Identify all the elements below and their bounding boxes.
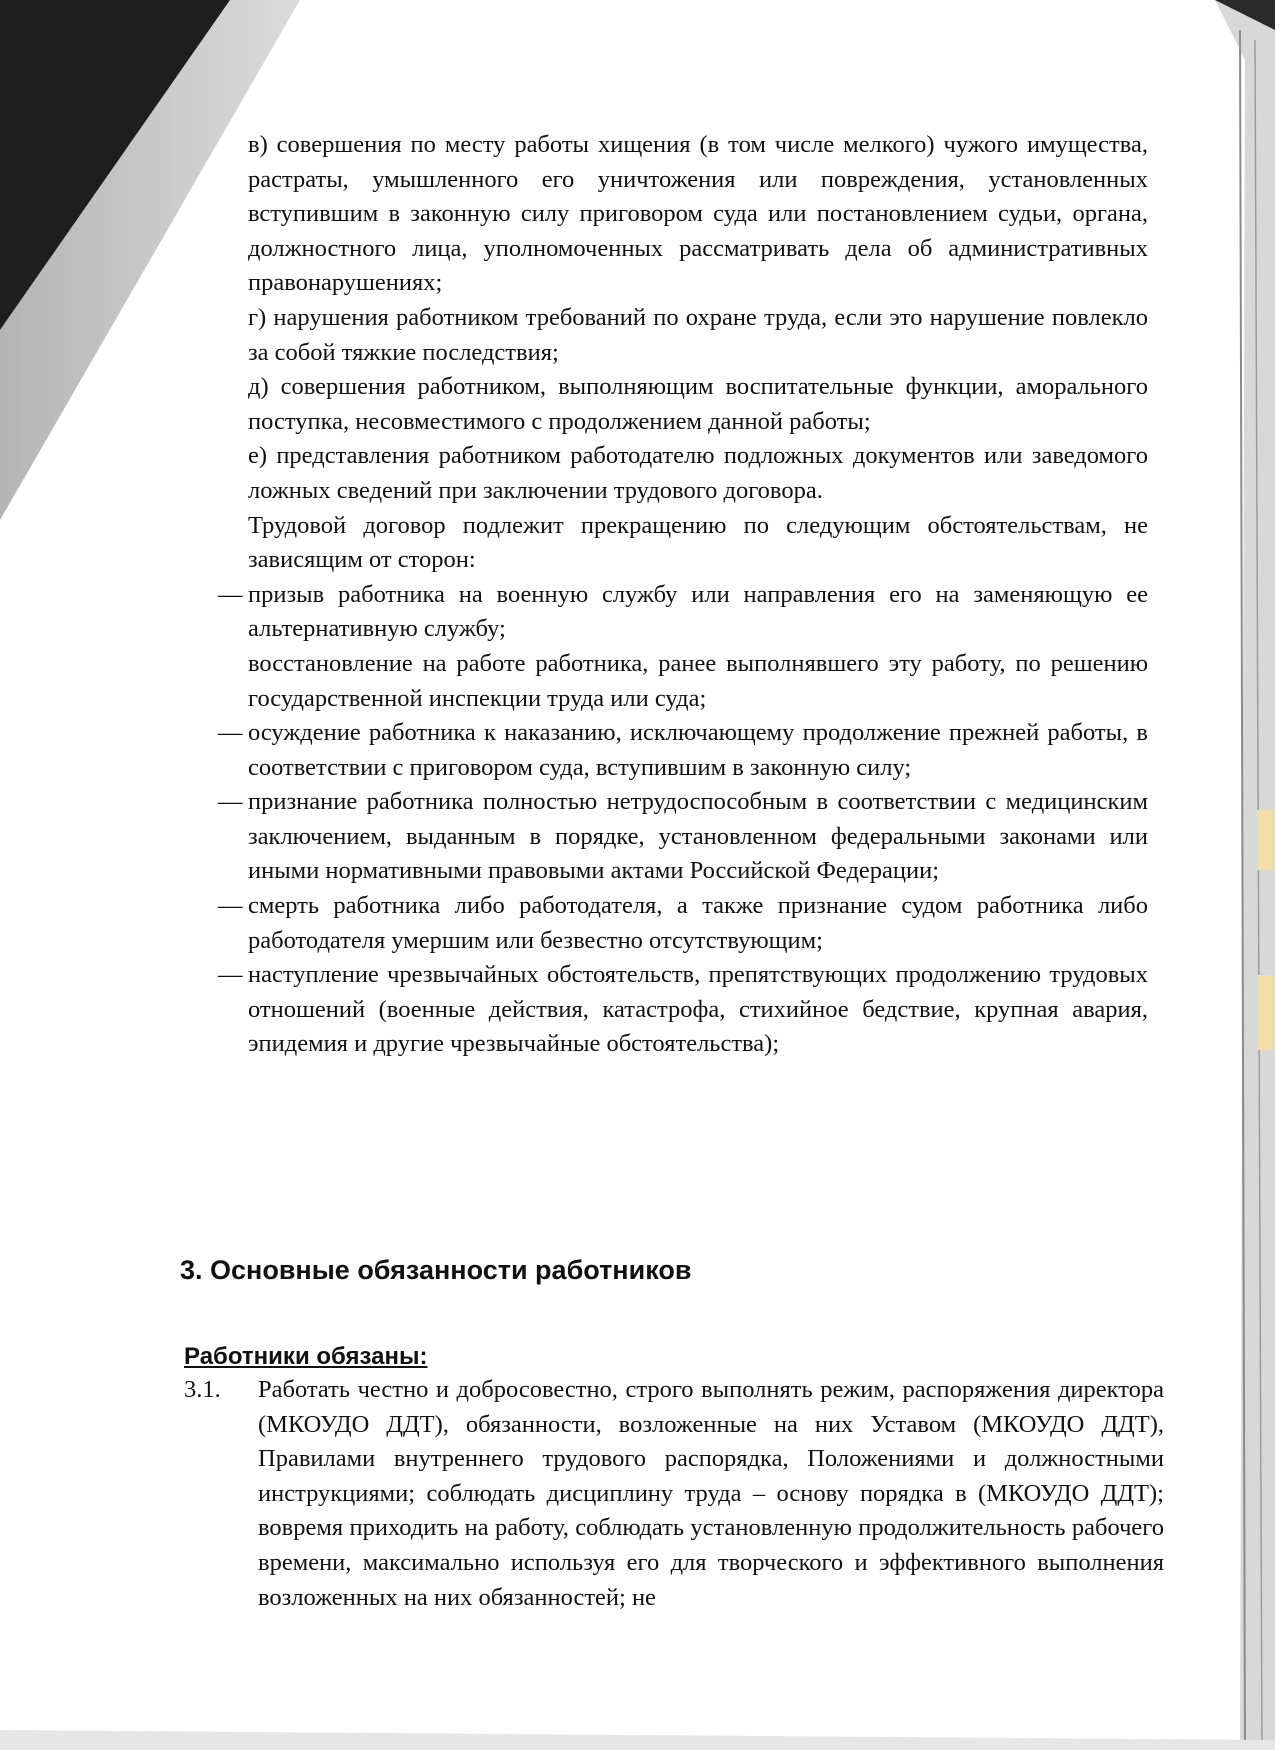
list-item-text: наступление чрезвычайных обстоятельств, препятствующих продолжению трудовых отношений (военные действия, катастрофа, стихийное бедствие, крупная авария, эпидемия и другие чрезвычайные обстоятельства);	[248, 961, 1148, 1058]
list-dash: —	[218, 788, 243, 816]
list-dash: —	[218, 580, 243, 608]
list-item	[248, 647, 1148, 716]
paragraph: Трудовой договор подлежит прекращению по следующим обстоятельствам, не зависящим от сторон:	[248, 511, 1148, 574]
page-tab-marker	[1257, 810, 1273, 870]
list-dash: —	[218, 961, 243, 989]
list-item	[218, 716, 1148, 785]
list-item	[218, 889, 1148, 958]
list-item-text: восстановление на работе работника, ранее выполнявшего эту работу, по решению государственной инспекции труда или суда;	[248, 649, 1148, 712]
page-tab-marker	[1257, 975, 1273, 1050]
list-dash: —	[218, 719, 243, 747]
list-item-text: осуждение работника к наказанию, исключающему продолжение прежней работы, в соответствии с приговором суда, вступившим в законную силу;	[248, 719, 1148, 781]
list-item	[218, 578, 1148, 647]
list-dash: —	[218, 892, 243, 920]
list-item	[218, 958, 1148, 1062]
list-item-text: призыв работника на военную службу или направления его на заменяющую ее альтернативную службу;	[248, 580, 1148, 643]
document-body	[218, 128, 1148, 1062]
paragraph: е) представления работником работодателю подложных документов или заведомого ложных сведений при заключении трудового договора.	[248, 442, 1148, 504]
clause-number: 3.1.	[184, 1376, 221, 1403]
clause-text: Работать честно и добросовестно, строго выполнять режим, распоряжения директора (МКОУДО ДДТ), обязанности, возложенные на них Уставом (МКОУДО ДДТ), Правилами внутреннего трудового распорядка, Положениями и должностными инструкциями; соблюдать дисциплину труда – основу порядка в (МКОУДО ДДТ); вовремя приходить на работу, соблюдать установленную продолжительность рабочего времени, максимально используя его для творческого и эффективного выполнения возложенных на них обязанностей; не	[258, 1376, 1164, 1611]
section-subheading: Работники обязаны:	[184, 1343, 428, 1370]
list-item-text: признание работника полностью нетрудоспособным в соответствии с медицинским заключением, выданным в порядке, установленном федеральными законами или иными нормативными правовыми актами Российской Федерации;	[248, 788, 1148, 885]
list-item-text: смерть работника либо работодателя, а также признание судом работника либо работодателя умершим или безвестно отсутствующим;	[248, 892, 1148, 954]
clause-3-1	[184, 1373, 1164, 1615]
paragraph: в) совершения по месту работы хищения (в том числе мелкого) чужого имущества, растраты, умышленного его уничтожения или повреждения, установленных вступившим в законную силу приговором суда или постановлением судьи, органа, должностного лица, уполномоченных рассматривать дела об административных правонарушениях;	[248, 131, 1148, 297]
paragraph: г) нарушения работником требований по охране труда, если это нарушение повлекло за собой тяжкие последствия;	[248, 303, 1148, 366]
paragraph: д) совершения работником, выполняющим воспитательные функции, аморального поступка, несовместимого с продолжением данной работы;	[248, 373, 1148, 435]
list-item	[218, 785, 1148, 889]
section-heading: 3. Основные обязанности работников	[180, 1255, 692, 1285]
